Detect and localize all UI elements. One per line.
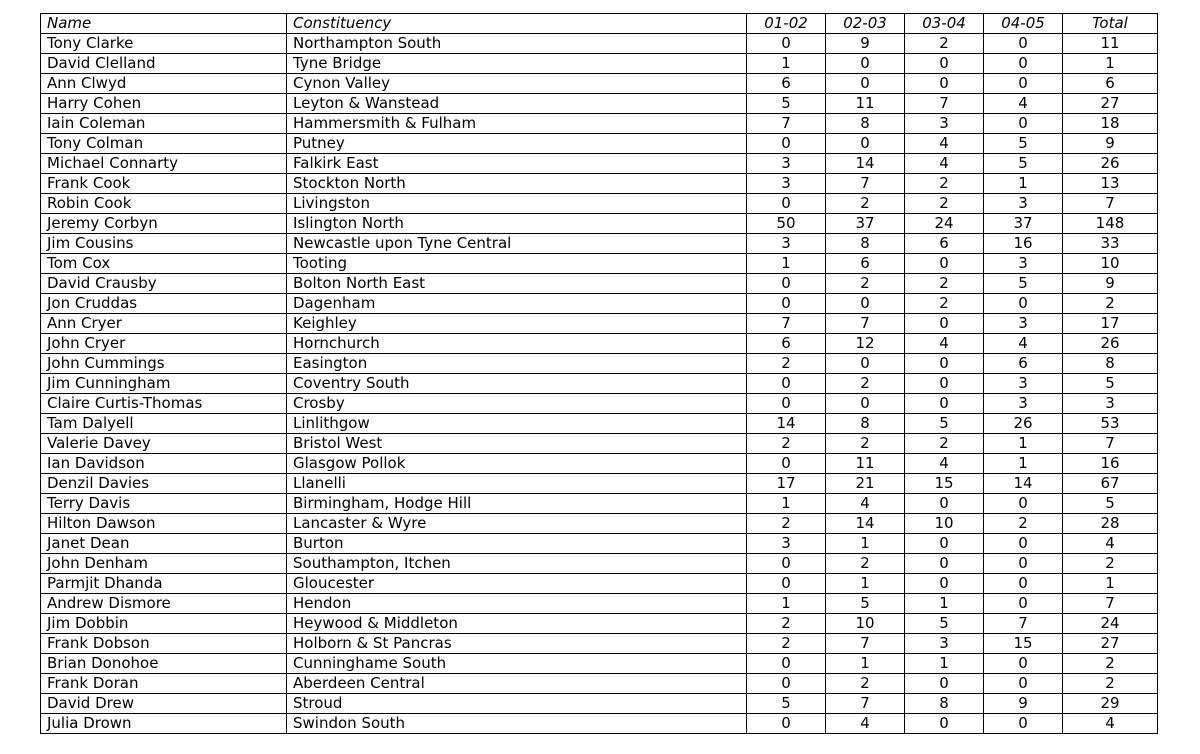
- cell-02-03: 5: [826, 594, 905, 614]
- cell-total: 9: [1063, 274, 1158, 294]
- cell-constituency: Bolton North East: [287, 274, 747, 294]
- cell-03-04: 0: [905, 574, 984, 594]
- cell-total: 7: [1063, 434, 1158, 454]
- cell-name: Frank Dobson: [41, 634, 287, 654]
- cell-constituency: Dagenham: [287, 294, 747, 314]
- cell-total: 13: [1063, 174, 1158, 194]
- table-row: [41, 114, 1158, 134]
- cell-total: 148: [1063, 214, 1158, 234]
- table-row: [41, 354, 1158, 374]
- cell-name: Frank Doran: [41, 674, 287, 694]
- cell-constituency: Linlithgow: [287, 414, 747, 434]
- cell-01-02: 50: [747, 214, 826, 234]
- cell-name: John Cryer: [41, 334, 287, 354]
- cell-02-03: 6: [826, 254, 905, 274]
- cell-03-04: 8: [905, 694, 984, 714]
- table-row: [41, 614, 1158, 634]
- cell-03-04: 5: [905, 614, 984, 634]
- cell-total: 9: [1063, 134, 1158, 154]
- cell-name: Tom Cox: [41, 254, 287, 274]
- cell-02-03: 0: [826, 54, 905, 74]
- cell-03-04: 4: [905, 334, 984, 354]
- cell-01-02: 7: [747, 314, 826, 334]
- cell-constituency: Cunninghame South: [287, 654, 747, 674]
- table-row: [41, 654, 1158, 674]
- cell-constituency: Putney: [287, 134, 747, 154]
- cell-03-04: 7: [905, 94, 984, 114]
- cell-constituency: Livingston: [287, 194, 747, 214]
- cell-constituency: Holborn & St Pancras: [287, 634, 747, 654]
- cell-01-02: 0: [747, 34, 826, 54]
- cell-04-05: 0: [984, 534, 1063, 554]
- cell-04-05: 2: [984, 514, 1063, 534]
- cell-constituency: Tooting: [287, 254, 747, 274]
- cell-01-02: 0: [747, 134, 826, 154]
- cell-03-04: 4: [905, 454, 984, 474]
- cell-total: 16: [1063, 454, 1158, 474]
- cell-total: 2: [1063, 674, 1158, 694]
- cell-name: Harry Cohen: [41, 94, 287, 114]
- cell-04-05: 0: [984, 114, 1063, 134]
- cell-total: 8: [1063, 354, 1158, 374]
- cell-02-03: 0: [826, 134, 905, 154]
- cell-name: Hilton Dawson: [41, 514, 287, 534]
- cell-01-02: 1: [747, 494, 826, 514]
- cell-constituency: Lancaster & Wyre: [287, 514, 747, 534]
- cell-04-05: 3: [984, 394, 1063, 414]
- cell-name: Julia Drown: [41, 714, 287, 734]
- cell-name: Jon Cruddas: [41, 294, 287, 314]
- cell-04-05: 5: [984, 134, 1063, 154]
- cell-03-04: 0: [905, 254, 984, 274]
- cell-name: Ann Clwyd: [41, 74, 287, 94]
- cell-constituency: Coventry South: [287, 374, 747, 394]
- cell-01-02: 0: [747, 654, 826, 674]
- cell-01-02: 0: [747, 714, 826, 734]
- cell-03-04: 2: [905, 194, 984, 214]
- cell-total: 6: [1063, 74, 1158, 94]
- cell-01-02: 6: [747, 334, 826, 354]
- table-row: [41, 594, 1158, 614]
- cell-03-04: 2: [905, 434, 984, 454]
- cell-total: 24: [1063, 614, 1158, 634]
- cell-total: 7: [1063, 594, 1158, 614]
- cell-name: Janet Dean: [41, 534, 287, 554]
- cell-02-03: 7: [826, 174, 905, 194]
- cell-04-05: 4: [984, 334, 1063, 354]
- cell-03-04: 3: [905, 114, 984, 134]
- table-row: [41, 414, 1158, 434]
- cell-03-04: 0: [905, 714, 984, 734]
- cell-constituency: Llanelli: [287, 474, 747, 494]
- cell-04-05: 0: [984, 594, 1063, 614]
- cell-constituency: Burton: [287, 534, 747, 554]
- cell-03-04: 0: [905, 74, 984, 94]
- cell-03-04: 10: [905, 514, 984, 534]
- cell-name: Michael Connarty: [41, 154, 287, 174]
- cell-03-04: 0: [905, 374, 984, 394]
- cell-name: David Clelland: [41, 54, 287, 74]
- cell-01-02: 14: [747, 414, 826, 434]
- cell-constituency: Birmingham, Hodge Hill: [287, 494, 747, 514]
- cell-total: 4: [1063, 534, 1158, 554]
- cell-constituency: Hendon: [287, 594, 747, 614]
- table-row: [41, 34, 1158, 54]
- cell-constituency: Stockton North: [287, 174, 747, 194]
- cell-name: Valerie Davey: [41, 434, 287, 454]
- cell-02-03: 1: [826, 654, 905, 674]
- cell-02-03: 7: [826, 634, 905, 654]
- cell-03-04: 1: [905, 654, 984, 674]
- cell-03-04: 0: [905, 534, 984, 554]
- cell-01-02: 0: [747, 674, 826, 694]
- cell-04-05: 0: [984, 34, 1063, 54]
- cell-04-05: 0: [984, 574, 1063, 594]
- cell-01-02: 0: [747, 194, 826, 214]
- table-row: [41, 374, 1158, 394]
- cell-constituency: Easington: [287, 354, 747, 374]
- cell-name: Ann Cryer: [41, 314, 287, 334]
- cell-02-03: 2: [826, 554, 905, 574]
- cell-01-02: 3: [747, 154, 826, 174]
- cell-name: Tony Clarke: [41, 34, 287, 54]
- cell-02-03: 1: [826, 574, 905, 594]
- cell-total: 2: [1063, 654, 1158, 674]
- cell-04-05: 26: [984, 414, 1063, 434]
- cell-name: David Drew: [41, 694, 287, 714]
- cell-01-02: 2: [747, 614, 826, 634]
- table-row: [41, 194, 1158, 214]
- table-row: [41, 154, 1158, 174]
- cell-name: Denzil Davies: [41, 474, 287, 494]
- cell-02-03: 7: [826, 314, 905, 334]
- cell-01-02: 2: [747, 354, 826, 374]
- cell-01-02: 0: [747, 554, 826, 574]
- cell-name: Robin Cook: [41, 194, 287, 214]
- cell-total: 29: [1063, 694, 1158, 714]
- cell-constituency: Newcastle upon Tyne Central: [287, 234, 747, 254]
- cell-03-04: 0: [905, 54, 984, 74]
- cell-01-02: 3: [747, 534, 826, 554]
- cell-01-02: 0: [747, 374, 826, 394]
- cell-constituency: Gloucester: [287, 574, 747, 594]
- cell-constituency: Stroud: [287, 694, 747, 714]
- cell-02-03: 10: [826, 614, 905, 634]
- cell-02-03: 2: [826, 674, 905, 694]
- cell-constituency: Hornchurch: [287, 334, 747, 354]
- cell-total: 4: [1063, 714, 1158, 734]
- cell-04-05: 0: [984, 674, 1063, 694]
- cell-01-02: 2: [747, 434, 826, 454]
- cell-02-03: 14: [826, 514, 905, 534]
- cell-02-03: 7: [826, 694, 905, 714]
- cell-constituency: Glasgow Pollok: [287, 454, 747, 474]
- header-name: Name: [41, 14, 287, 34]
- table-row: [41, 174, 1158, 194]
- table-row: [41, 94, 1158, 114]
- cell-01-02: 0: [747, 294, 826, 314]
- cell-03-04: 5: [905, 414, 984, 434]
- cell-04-05: 9: [984, 694, 1063, 714]
- cell-03-04: 0: [905, 394, 984, 414]
- cell-04-05: 1: [984, 434, 1063, 454]
- cell-name: David Crausby: [41, 274, 287, 294]
- cell-name: Terry Davis: [41, 494, 287, 514]
- table-row: [41, 494, 1158, 514]
- cell-name: Tam Dalyell: [41, 414, 287, 434]
- table-row: [41, 294, 1158, 314]
- table-row: [41, 514, 1158, 534]
- cell-04-05: 15: [984, 634, 1063, 654]
- cell-constituency: Falkirk East: [287, 154, 747, 174]
- header-constituency: Constituency: [287, 14, 747, 34]
- cell-02-03: 2: [826, 434, 905, 454]
- cell-03-04: 0: [905, 674, 984, 694]
- cell-constituency: Hammersmith & Fulham: [287, 114, 747, 134]
- cell-name: Andrew Dismore: [41, 594, 287, 614]
- cell-03-04: 0: [905, 494, 984, 514]
- table-row: [41, 74, 1158, 94]
- cell-02-03: 8: [826, 414, 905, 434]
- cell-total: 1: [1063, 574, 1158, 594]
- table-row: [41, 694, 1158, 714]
- cell-02-03: 8: [826, 114, 905, 134]
- cell-01-02: 7: [747, 114, 826, 134]
- table-row: [41, 634, 1158, 654]
- cell-04-05: 1: [984, 454, 1063, 474]
- cell-total: 3: [1063, 394, 1158, 414]
- table-row: [41, 214, 1158, 234]
- cell-name: John Cummings: [41, 354, 287, 374]
- cell-name: Brian Donohoe: [41, 654, 287, 674]
- cell-02-03: 0: [826, 294, 905, 314]
- cell-02-03: 4: [826, 714, 905, 734]
- cell-total: 27: [1063, 634, 1158, 654]
- cell-03-04: 0: [905, 554, 984, 574]
- cell-constituency: Northampton South: [287, 34, 747, 54]
- cell-02-03: 0: [826, 354, 905, 374]
- cell-name: John Denham: [41, 554, 287, 574]
- cell-03-04: 2: [905, 294, 984, 314]
- cell-01-02: 3: [747, 234, 826, 254]
- cell-04-05: 1: [984, 174, 1063, 194]
- cell-01-02: 5: [747, 94, 826, 114]
- header-total: Total: [1063, 14, 1158, 34]
- cell-04-05: 5: [984, 274, 1063, 294]
- table-row: [41, 434, 1158, 454]
- cell-04-05: 4: [984, 94, 1063, 114]
- header-03-04: 03-04: [905, 14, 984, 34]
- table-row: [41, 454, 1158, 474]
- cell-02-03: 12: [826, 334, 905, 354]
- cell-03-04: 6: [905, 234, 984, 254]
- cell-constituency: Islington North: [287, 214, 747, 234]
- cell-constituency: Heywood & Middleton: [287, 614, 747, 634]
- header-row: [41, 14, 1158, 34]
- cell-total: 7: [1063, 194, 1158, 214]
- cell-total: 33: [1063, 234, 1158, 254]
- table-row: [41, 574, 1158, 594]
- cell-name: Claire Curtis-Thomas: [41, 394, 287, 414]
- cell-02-03: 11: [826, 454, 905, 474]
- cell-02-03: 1: [826, 534, 905, 554]
- table-row: [41, 534, 1158, 554]
- cell-04-05: 0: [984, 554, 1063, 574]
- cell-constituency: Southampton, Itchen: [287, 554, 747, 574]
- cell-name: Iain Coleman: [41, 114, 287, 134]
- cell-01-02: 0: [747, 394, 826, 414]
- cell-02-03: 0: [826, 394, 905, 414]
- cell-01-02: 2: [747, 514, 826, 534]
- table-row: [41, 234, 1158, 254]
- cell-name: Jim Cunningham: [41, 374, 287, 394]
- cell-03-04: 4: [905, 154, 984, 174]
- cell-total: 10: [1063, 254, 1158, 274]
- cell-01-02: 1: [747, 594, 826, 614]
- cell-02-03: 2: [826, 274, 905, 294]
- cell-03-04: 0: [905, 314, 984, 334]
- cell-02-03: 2: [826, 374, 905, 394]
- cell-04-05: 7: [984, 614, 1063, 634]
- table-row: [41, 54, 1158, 74]
- cell-03-04: 2: [905, 174, 984, 194]
- cell-04-05: 0: [984, 714, 1063, 734]
- table-row: [41, 274, 1158, 294]
- cell-04-05: 5: [984, 154, 1063, 174]
- cell-total: 2: [1063, 554, 1158, 574]
- cell-total: 27: [1063, 94, 1158, 114]
- cell-01-02: 17: [747, 474, 826, 494]
- cell-03-04: 24: [905, 214, 984, 234]
- cell-total: 53: [1063, 414, 1158, 434]
- cell-name: Jim Dobbin: [41, 614, 287, 634]
- header-04-05: 04-05: [984, 14, 1063, 34]
- cell-total: 5: [1063, 374, 1158, 394]
- cell-name: Frank Cook: [41, 174, 287, 194]
- cell-total: 28: [1063, 514, 1158, 534]
- table-row: [41, 134, 1158, 154]
- cell-01-02: 1: [747, 54, 826, 74]
- cell-02-03: 11: [826, 94, 905, 114]
- cell-01-02: 0: [747, 454, 826, 474]
- cell-02-03: 4: [826, 494, 905, 514]
- cell-name: Jeremy Corbyn: [41, 214, 287, 234]
- cell-constituency: Leyton & Wanstead: [287, 94, 747, 114]
- cell-02-03: 9: [826, 34, 905, 54]
- table-row: [41, 674, 1158, 694]
- cell-03-04: 3: [905, 634, 984, 654]
- cell-03-04: 0: [905, 354, 984, 374]
- cell-constituency: Keighley: [287, 314, 747, 334]
- cell-total: 5: [1063, 494, 1158, 514]
- cell-total: 2: [1063, 294, 1158, 314]
- cell-04-05: 16: [984, 234, 1063, 254]
- cell-01-02: 0: [747, 274, 826, 294]
- table-row: [41, 314, 1158, 334]
- cell-04-05: 3: [984, 314, 1063, 334]
- cell-04-05: 0: [984, 494, 1063, 514]
- cell-02-03: 2: [826, 194, 905, 214]
- cell-total: 67: [1063, 474, 1158, 494]
- cell-constituency: Aberdeen Central: [287, 674, 747, 694]
- cell-02-03: 21: [826, 474, 905, 494]
- table-row: [41, 474, 1158, 494]
- cell-constituency: Cynon Valley: [287, 74, 747, 94]
- document-page: [40, 13, 1158, 734]
- cell-03-04: 2: [905, 274, 984, 294]
- cell-04-05: 0: [984, 54, 1063, 74]
- cell-constituency: Swindon South: [287, 714, 747, 734]
- header-02-03: 02-03: [826, 14, 905, 34]
- cell-01-02: 0: [747, 574, 826, 594]
- cell-03-04: 4: [905, 134, 984, 154]
- cell-constituency: Tyne Bridge: [287, 54, 747, 74]
- table-row: [41, 554, 1158, 574]
- cell-04-05: 0: [984, 654, 1063, 674]
- cell-04-05: 3: [984, 254, 1063, 274]
- cell-name: Tony Colman: [41, 134, 287, 154]
- cell-02-03: 14: [826, 154, 905, 174]
- cell-total: 11: [1063, 34, 1158, 54]
- cell-total: 1: [1063, 54, 1158, 74]
- cell-constituency: Bristol West: [287, 434, 747, 454]
- cell-name: Parmjit Dhanda: [41, 574, 287, 594]
- cell-total: 26: [1063, 334, 1158, 354]
- cell-04-05: 37: [984, 214, 1063, 234]
- header-01-02: 01-02: [747, 14, 826, 34]
- cell-04-05: 3: [984, 374, 1063, 394]
- cell-total: 17: [1063, 314, 1158, 334]
- table-row: [41, 254, 1158, 274]
- cell-constituency: Crosby: [287, 394, 747, 414]
- table-row: [41, 394, 1158, 414]
- cell-name: Ian Davidson: [41, 454, 287, 474]
- cell-name: Jim Cousins: [41, 234, 287, 254]
- cell-total: 18: [1063, 114, 1158, 134]
- cell-02-03: 37: [826, 214, 905, 234]
- cell-01-02: 3: [747, 174, 826, 194]
- cell-total: 26: [1063, 154, 1158, 174]
- table-row: [41, 714, 1158, 734]
- cell-04-05: 0: [984, 74, 1063, 94]
- table-row: [41, 334, 1158, 354]
- cell-01-02: 1: [747, 254, 826, 274]
- votes-table: [40, 13, 1158, 734]
- cell-01-02: 5: [747, 694, 826, 714]
- cell-03-04: 15: [905, 474, 984, 494]
- cell-02-03: 0: [826, 74, 905, 94]
- cell-01-02: 6: [747, 74, 826, 94]
- cell-04-05: 6: [984, 354, 1063, 374]
- cell-01-02: 2: [747, 634, 826, 654]
- cell-02-03: 8: [826, 234, 905, 254]
- cell-04-05: 14: [984, 474, 1063, 494]
- cell-03-04: 2: [905, 34, 984, 54]
- cell-04-05: 3: [984, 194, 1063, 214]
- cell-04-05: 0: [984, 294, 1063, 314]
- cell-03-04: 1: [905, 594, 984, 614]
